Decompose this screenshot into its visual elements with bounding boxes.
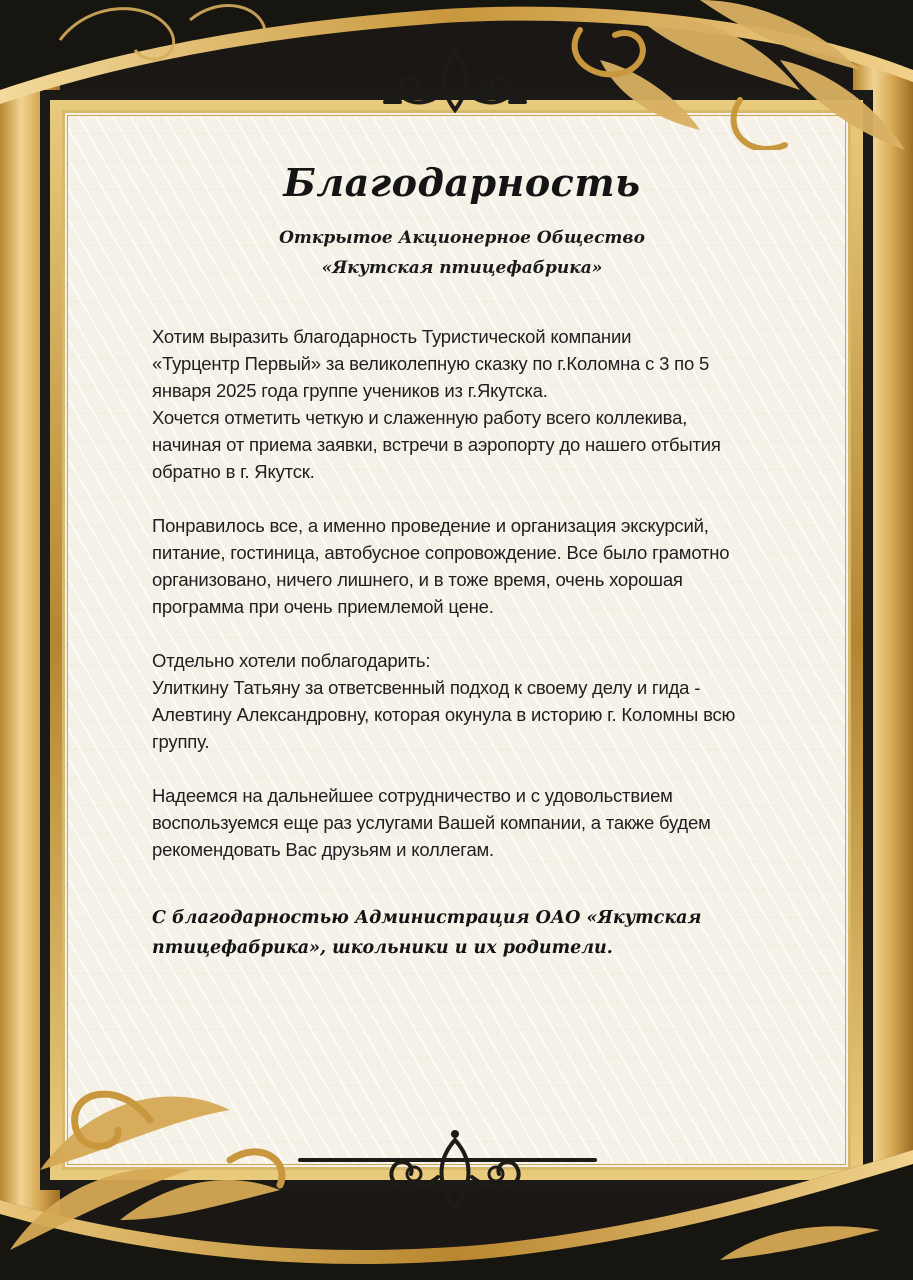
bottom-flourish-icon [295, 1122, 615, 1212]
paragraph-line: Хочется отметить четкую и слаженную работу всего коллекива, [152, 407, 688, 428]
paragraph-4 [152, 782, 792, 863]
paragraph-line: Понравилось все, а именно проведение и организация экскурсий, [152, 515, 709, 536]
paragraph-line: организовано, ничего лишнего, и в тоже время, очень хорошая [152, 569, 683, 590]
paragraph-line: группу. [152, 731, 210, 752]
letter-body [152, 323, 792, 863]
paragraph-line: питание, гостиница, автобусное сопровождение. Все было грамотно [152, 542, 730, 563]
paragraph-2 [152, 512, 792, 620]
organization-name [132, 223, 792, 283]
organization-line-1: Открытое Акционерное Общество [279, 228, 645, 248]
paragraph-line: воспользуемся еще раз услугами Вашей компании, а также будем [152, 812, 711, 833]
document-title: Благодарность [283, 160, 641, 205]
paragraph-line: рекомендовать Вас друзьям и коллегам. [152, 839, 494, 860]
paragraph-line: Отдельно хотели поблагодарить: [152, 650, 431, 671]
paragraph-line: обратно в г. Якутск. [152, 461, 315, 482]
paragraph-line: Алевтину Александровну, которая окунула в историю г. Коломны всю [152, 704, 736, 725]
organization-line-2: «Якутская птицефабрика» [321, 258, 603, 278]
paragraph-3 [152, 647, 792, 755]
signature-block [152, 903, 792, 963]
paragraph-line: начиная от приема заявки, встречи в аэропорту до нашего отбытия [152, 434, 721, 455]
top-flourish-icon [380, 40, 530, 120]
signature-line-1: С благодарностью Администрация ОАО «Якутская [152, 908, 702, 928]
paragraph-line: Хотим выразить благодарность Туристической компании [152, 326, 632, 347]
letter-content [152, 160, 792, 963]
paragraph-1 [152, 323, 792, 485]
paragraph-line: программа при очень приемлемой цене. [152, 596, 494, 617]
paragraph-line: Улиткину Татьяну за ответсвенный подход к своему делу и гида - [152, 677, 701, 698]
paragraph-line: «Турцентр Первый» за великолепную сказку по г.Коломна с 3 по 5 [152, 353, 710, 374]
signature-line-2: птицефабрика», школьники и их родители. [152, 938, 613, 958]
paragraph-line: января 2025 года группе учеников из г.Якутска. [152, 380, 548, 401]
paragraph-line: Надеемся на дальнейшее сотрудничество и с удовольствием [152, 785, 673, 806]
